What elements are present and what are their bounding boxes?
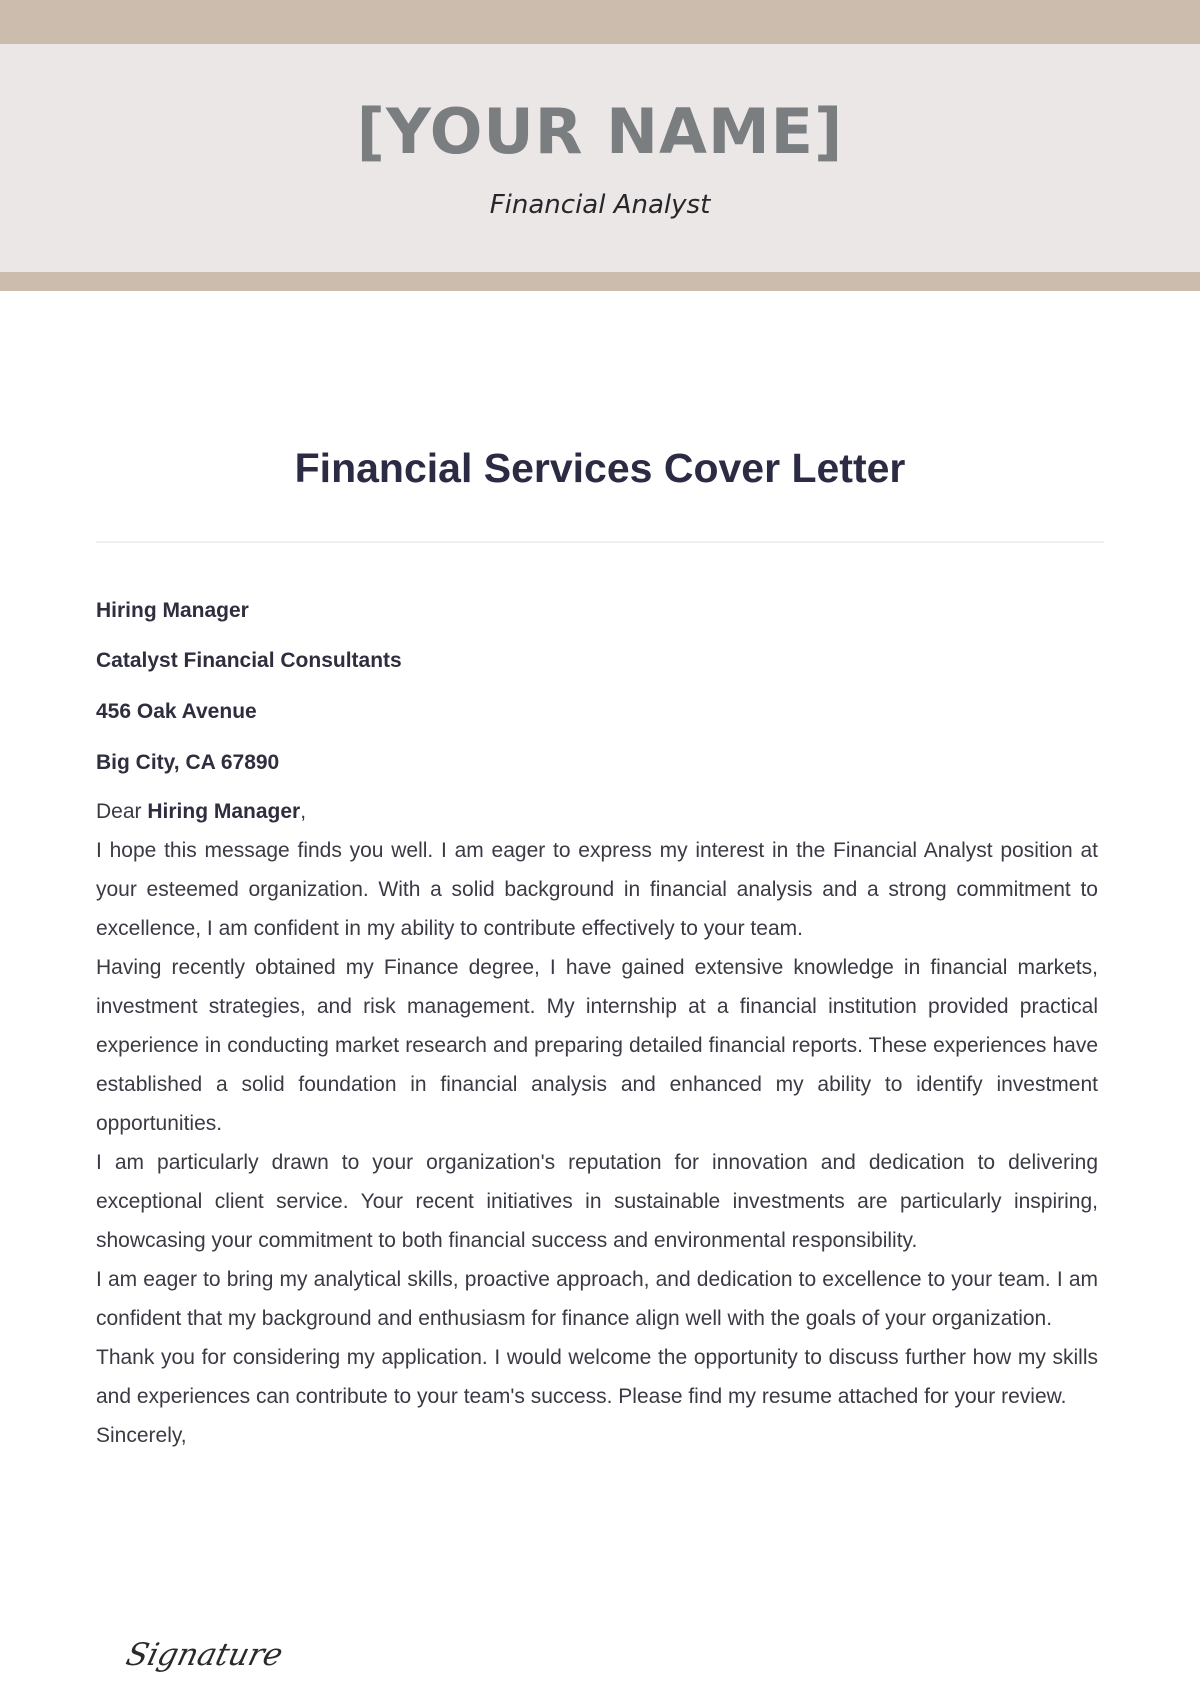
salutation-suffix: , [300,800,307,823]
letter-body [96,792,1098,1455]
header-top-band [0,0,1200,44]
letter-paragraph: Thank you for considering my application. I would welcome the opportunity to discuss further how my skills and experiences can contribute to your team's success. Please find my resume attached for your review. [96,1346,1098,1408]
title-divider [96,541,1104,543]
closing: Sincerely, [96,1424,187,1447]
applicant-job-title: Financial Analyst [489,190,711,220]
salutation [96,792,1098,831]
salutation-name: Hiring Manager [147,800,301,823]
recipient-city: Big City, CA 67890 [96,751,280,774]
letter-paragraph: I am particularly drawn to your organization's reputation for innovation and dedication to delivering exceptional client service. Your recent initiatives in sustainable investments are particularly inspiring, showcasing your commitment to both financial success and environmental responsibility. [96,1151,1098,1252]
recipient-street: 456 Oak Avenue [96,700,257,723]
page-title: Financial Services Cover Letter [294,445,906,491]
header-bottom-band [0,272,1200,291]
salutation-prefix: Dear [96,800,148,823]
letter-paragraph: I am eager to bring my analytical skills, proactive approach, and dedication to excellence to your team. I am confident that my background and enthusiasm for finance align well with the goals of your organization. [96,1268,1098,1330]
applicant-name: [YOUR NAME] [356,95,844,168]
letter-paragraph: I hope this message finds you well. I am eager to express my interest in the Financial Analyst position at your esteemed organization. With a solid background in financial analysis and a strong commitment to excellence, I am confident in my ability to contribute effectively to your team. [96,839,1098,940]
recipient-name: Hiring Manager [96,599,249,622]
signature: Signature [122,1637,287,1673]
letter-paragraph: Having recently obtained my Finance degree, I have gained extensive knowledge in financial markets, investment strategies, and risk management. My internship at a financial institution provided practical experience in conducting market research and preparing detailed financial reports. These experiences have established a solid foundation in financial analysis and enhanced my ability to identify investment opportunities. [96,956,1098,1135]
recipient-company: Catalyst Financial Consultants [96,649,402,672]
